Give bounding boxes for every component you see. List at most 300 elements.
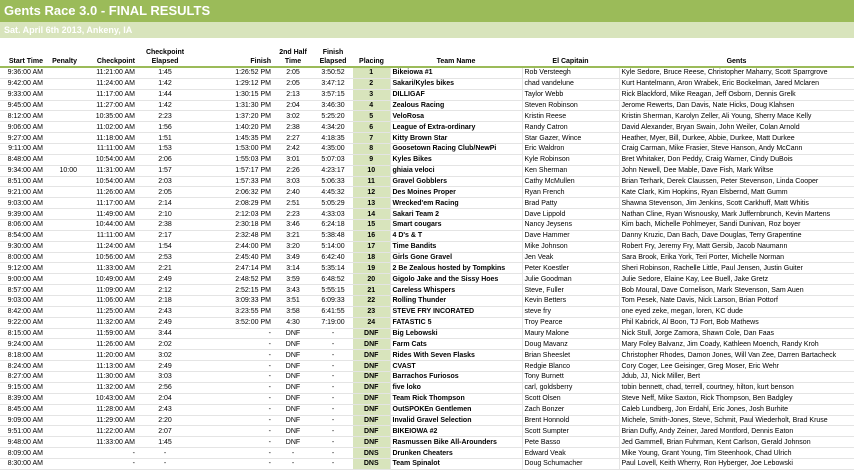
placing-cell: 8: [353, 144, 390, 155]
table-row: [0, 382, 854, 393]
second-half-time-cell: 3:21: [273, 230, 313, 241]
placing-cell: DNF: [353, 393, 390, 404]
placing-cell: 2: [353, 78, 390, 89]
finish-elapsed-cell: -: [313, 437, 353, 448]
team-name-cell: Rides With Seven Flasks: [390, 350, 522, 361]
checkpoint-elapsed-cell: 2:43: [137, 306, 193, 317]
checkpoint-elapsed-cell: 2:04: [137, 393, 193, 404]
gents-cell: Jerome Rewerts, Dan Davis, Nate Hicks, Doug Klahsen: [619, 100, 854, 111]
start-time-cell: 8:06:00 AM: [0, 220, 45, 231]
checkpoint-cell: 11:18:00 AM: [79, 133, 137, 144]
finish-cell: 1:37:20 PM: [193, 111, 273, 122]
gents-cell: Sara Brook, Erika York, Teri Porter, Michelle Norman: [619, 252, 854, 263]
el-capitain-cell: Tony Burnett: [522, 372, 619, 383]
finish-elapsed-cell: -: [313, 458, 353, 469]
penalty-cell: [45, 176, 79, 187]
table-row: [0, 328, 854, 339]
checkpoint-elapsed-cell: 1:44: [137, 89, 193, 100]
col-header: Placing: [353, 38, 390, 67]
table-row: [0, 67, 854, 78]
finish-cell: 1:53:00 PM: [193, 144, 273, 155]
el-capitain-cell: Mike Johnson: [522, 241, 619, 252]
gents-cell: tobin bennett, chad, terrell, courtney, hilton, kurt benson: [619, 382, 854, 393]
el-capitain-cell: Dave Hammer: [522, 230, 619, 241]
start-time-cell: 9:27:00 AM: [0, 133, 45, 144]
checkpoint-elapsed-cell: 2:56: [137, 382, 193, 393]
finish-elapsed-cell: -: [313, 339, 353, 350]
placing-cell: 13: [353, 198, 390, 209]
second-half-time-cell: 3:01: [273, 154, 313, 165]
el-capitain-cell: Cathy McMullen: [522, 176, 619, 187]
checkpoint-cell: 10:35:00 AM: [79, 111, 137, 122]
second-half-time-cell: 2:42: [273, 144, 313, 155]
penalty-cell: [45, 393, 79, 404]
placing-cell: DNF: [353, 437, 390, 448]
start-time-cell: 9:51:00 AM: [0, 426, 45, 437]
start-time-cell: 9:03:00 AM: [0, 198, 45, 209]
placing-cell: 6: [353, 122, 390, 133]
placing-cell: 24: [353, 317, 390, 328]
penalty-cell: [45, 198, 79, 209]
second-half-time-cell: -: [273, 458, 313, 469]
team-name-cell: five loko: [390, 382, 522, 393]
second-half-time-cell: 3:02: [273, 111, 313, 122]
second-half-time-cell: DNF: [273, 361, 313, 372]
penalty-cell: [45, 361, 79, 372]
col-header: Team Name: [390, 38, 522, 67]
finish-cell: 3:52:00 PM: [193, 317, 273, 328]
gents-cell: Nathan Cline, Ryan Wisnousky, Mark Juffernbrunch, Kevin Martens: [619, 209, 854, 220]
el-capitain-cell: Nancy Jeysens: [522, 220, 619, 231]
start-time-cell: 9:39:00 AM: [0, 209, 45, 220]
start-time-cell: 9:11:00 AM: [0, 144, 45, 155]
checkpoint-cell: 11:21:00 AM: [79, 67, 137, 78]
checkpoint-elapsed-cell: 2:18: [137, 296, 193, 307]
finish-cell: -: [193, 361, 273, 372]
checkpoint-cell: 11:29:00 AM: [79, 415, 137, 426]
gents-cell: Heather, Myer, Bill, Durkee, Abbie, Durkee, Matt Durkee: [619, 133, 854, 144]
start-time-cell: 9:36:00 AM: [0, 67, 45, 78]
finish-elapsed-cell: 5:14:00: [313, 241, 353, 252]
checkpoint-elapsed-cell: 1:56: [137, 122, 193, 133]
start-time-cell: 9:22:00 AM: [0, 317, 45, 328]
finish-cell: -: [193, 448, 273, 459]
team-name-cell: Team Spinalot: [390, 458, 522, 469]
finish-cell: 2:30:18 PM: [193, 220, 273, 231]
finish-elapsed-cell: 6:42:40: [313, 252, 353, 263]
gents-cell: Kyle Sedore, Bruce Reese, Christopher Maharry, Scott Sparrgrove: [619, 67, 854, 78]
start-time-cell: 8:24:00 AM: [0, 361, 45, 372]
placing-cell: DNS: [353, 448, 390, 459]
penalty-cell: [45, 230, 79, 241]
penalty-cell: [45, 285, 79, 296]
finish-elapsed-cell: 4:23:17: [313, 165, 353, 176]
gents-cell: Michele, Smith-Jones, Steve, Schmit, Paul Wiederholt, Brad Kruse: [619, 415, 854, 426]
placing-cell: DNF: [353, 328, 390, 339]
penalty-cell: [45, 306, 79, 317]
gents-cell: Phil Kabrick, Al Boon, TJ Fort, Bob Mathews: [619, 317, 854, 328]
checkpoint-elapsed-cell: 3:03: [137, 372, 193, 383]
penalty-cell: [45, 296, 79, 307]
finish-cell: 1:31:30 PM: [193, 100, 273, 111]
placing-cell: 5: [353, 111, 390, 122]
table-row: [0, 350, 854, 361]
finish-elapsed-cell: 6:41:55: [313, 306, 353, 317]
finish-cell: 1:30:15 PM: [193, 89, 273, 100]
finish-cell: -: [193, 328, 273, 339]
finish-cell: -: [193, 372, 273, 383]
el-capitain-cell: Kevin Betters: [522, 296, 619, 307]
finish-elapsed-cell: 7:19:00: [313, 317, 353, 328]
checkpoint-cell: 11:27:00 AM: [79, 100, 137, 111]
checkpoint-cell: 11:31:00 AM: [79, 165, 137, 176]
placing-cell: DNF: [353, 404, 390, 415]
placing-cell: DNF: [353, 361, 390, 372]
team-name-cell: ghiaia veloci: [390, 165, 522, 176]
second-half-time-cell: DNF: [273, 350, 313, 361]
start-time-cell: 8:00:00 AM: [0, 252, 45, 263]
col-header: Gents: [619, 38, 854, 67]
start-time-cell: 9:06:00 AM: [0, 122, 45, 133]
penalty-cell: [45, 220, 79, 231]
team-name-cell: Rasmussen Bike All-Arounders: [390, 437, 522, 448]
finish-cell: 2:45:40 PM: [193, 252, 273, 263]
finish-elapsed-cell: 5:06:33: [313, 176, 353, 187]
checkpoint-elapsed-cell: 2:21: [137, 263, 193, 274]
placing-cell: 17: [353, 241, 390, 252]
gents-cell: Nick Stull, Jorge Zamora, Shawn Cole, Dan Faas: [619, 328, 854, 339]
placing-cell: DNF: [353, 382, 390, 393]
finish-elapsed-cell: 6:09:33: [313, 296, 353, 307]
el-capitain-cell: Doug Schumacher: [522, 458, 619, 469]
penalty-cell: [45, 263, 79, 274]
el-capitain-cell: Julie Goodman: [522, 274, 619, 285]
finish-elapsed-cell: 4:33:03: [313, 209, 353, 220]
finish-elapsed-cell: -: [313, 361, 353, 372]
gents-cell: Julie Sedore, Elaine Kay, Lee Buell, Jake Gretz: [619, 274, 854, 285]
placing-cell: 4: [353, 100, 390, 111]
start-time-cell: 9:12:00 AM: [0, 263, 45, 274]
table-row: [0, 437, 854, 448]
team-name-cell: 4 D's & T: [390, 230, 522, 241]
table-row: [0, 372, 854, 383]
el-capitain-cell: Zach Bonzer: [522, 404, 619, 415]
team-name-cell: League of Extra-ordinary: [390, 122, 522, 133]
gents-cell: Craig Carman, Mike Frasier, Steve Hanson, Andy McCann: [619, 144, 854, 155]
start-time-cell: 8:54:00 AM: [0, 230, 45, 241]
team-name-cell: CVAST: [390, 361, 522, 372]
el-capitain-cell: Steve, Fuller: [522, 285, 619, 296]
table-row: [0, 393, 854, 404]
gents-cell: Jed Gammell, Brian Fuhrman, Kent Carlson, Gerald Johnson: [619, 437, 854, 448]
table-row: [0, 263, 854, 274]
finish-elapsed-cell: 5:35:14: [313, 263, 353, 274]
el-capitain-cell: Peter Koestler: [522, 263, 619, 274]
finish-cell: -: [193, 415, 273, 426]
placing-cell: 18: [353, 252, 390, 263]
checkpoint-cell: 11:30:00 AM: [79, 372, 137, 383]
gents-cell: Kristin Sherman, Karolyn Zeller, Ali Young, Sherry Mace Kelly: [619, 111, 854, 122]
finish-cell: -: [193, 393, 273, 404]
team-name-cell: Barrachos Furiosos: [390, 372, 522, 383]
table-row: [0, 133, 854, 144]
table-row: [0, 154, 854, 165]
el-capitain-cell: Eric Waldron: [522, 144, 619, 155]
second-half-time-cell: 2:13: [273, 89, 313, 100]
placing-cell: 14: [353, 209, 390, 220]
checkpoint-cell: 11:32:00 AM: [79, 382, 137, 393]
finish-elapsed-cell: 3:47:12: [313, 78, 353, 89]
second-half-time-cell: 2:05: [273, 78, 313, 89]
penalty-cell: [45, 458, 79, 469]
el-capitain-cell: Dave Lippold: [522, 209, 619, 220]
checkpoint-elapsed-cell: 2:43: [137, 404, 193, 415]
checkpoint-cell: 11:24:00 AM: [79, 78, 137, 89]
start-time-cell: 8:15:00 AM: [0, 328, 45, 339]
el-capitain-cell: Steven Robinson: [522, 100, 619, 111]
second-half-time-cell: 2:04: [273, 100, 313, 111]
team-name-cell: VeloRosa: [390, 111, 522, 122]
checkpoint-cell: 11:13:00 AM: [79, 361, 137, 372]
penalty-cell: [45, 252, 79, 263]
checkpoint-cell: 10:43:00 AM: [79, 393, 137, 404]
gents-cell: Shawna Stevenson, Jim Jenkins, Scott Carkhuff, Matt Whitis: [619, 198, 854, 209]
checkpoint-elapsed-cell: 1:57: [137, 165, 193, 176]
gents-cell: John Newell, Dee Mable, Dave Fish, Mark Wiltse: [619, 165, 854, 176]
checkpoint-elapsed-cell: 2:17: [137, 230, 193, 241]
finish-cell: 1:45:35 PM: [193, 133, 273, 144]
finish-elapsed-cell: -: [313, 426, 353, 437]
second-half-time-cell: DNF: [273, 426, 313, 437]
gents-cell: Rick Blackford, Mike Reagan, Jeff Osborn, Dennis Grelk: [619, 89, 854, 100]
team-name-cell: OutSPOKEn Gentlemen: [390, 404, 522, 415]
start-time-cell: 9:30:00 AM: [0, 241, 45, 252]
penalty-cell: [45, 187, 79, 198]
placing-cell: 7: [353, 133, 390, 144]
finish-elapsed-cell: 5:05:29: [313, 198, 353, 209]
finish-cell: 2:44:00 PM: [193, 241, 273, 252]
gents-cell: Brian Terhark, Derek Claussen, Peter Stevenson, Linda Cooper: [619, 176, 854, 187]
team-name-cell: Smart cougars: [390, 220, 522, 231]
finish-elapsed-cell: 6:48:52: [313, 274, 353, 285]
placing-cell: 10: [353, 165, 390, 176]
finish-elapsed-cell: 5:55:15: [313, 285, 353, 296]
second-half-time-cell: 3:49: [273, 252, 313, 263]
second-half-time-cell: -: [273, 448, 313, 459]
second-half-time-cell: 3:43: [273, 285, 313, 296]
checkpoint-cell: 11:22:00 AM: [79, 426, 137, 437]
finish-cell: 1:55:03 PM: [193, 154, 273, 165]
checkpoint-cell: 11:09:00 AM: [79, 285, 137, 296]
gents-cell: Steve Neff, Mike Saxton, Rick Thompson, Ben Badgley: [619, 393, 854, 404]
team-name-cell: Sakari Team 2: [390, 209, 522, 220]
second-half-time-cell: 2:26: [273, 165, 313, 176]
team-name-cell: DILLIGAF: [390, 89, 522, 100]
start-time-cell: 8:12:00 AM: [0, 111, 45, 122]
second-half-time-cell: 2:51: [273, 198, 313, 209]
checkpoint-cell: 10:44:00 AM: [79, 220, 137, 231]
penalty-cell: [45, 89, 79, 100]
gents-cell: Mike Young, Grant Young, Tim Steenhook, Chad Ulrich: [619, 448, 854, 459]
team-name-cell: 2 Be Zealous hosted by Tompkins: [390, 263, 522, 274]
second-half-time-cell: 3:20: [273, 241, 313, 252]
penalty-cell: [45, 144, 79, 155]
second-half-time-cell: 2:27: [273, 133, 313, 144]
finish-cell: 2:52:15 PM: [193, 285, 273, 296]
checkpoint-cell: 11:26:00 AM: [79, 339, 137, 350]
table-row: [0, 241, 854, 252]
finish-elapsed-cell: 3:50:52: [313, 67, 353, 78]
checkpoint-cell: 11:32:00 AM: [79, 317, 137, 328]
checkpoint-cell: 11:26:00 AM: [79, 187, 137, 198]
team-name-cell: Drunken Cheaters: [390, 448, 522, 459]
table-row: [0, 209, 854, 220]
el-capitain-cell: Ken Sherman: [522, 165, 619, 176]
finish-cell: 1:26:52 PM: [193, 67, 273, 78]
team-name-cell: Des Moines Proper: [390, 187, 522, 198]
finish-cell: 3:09:33 PM: [193, 296, 273, 307]
checkpoint-elapsed-cell: 1:42: [137, 100, 193, 111]
start-time-cell: 9:48:00 AM: [0, 437, 45, 448]
start-time-cell: 9:15:00 AM: [0, 382, 45, 393]
placing-cell: 16: [353, 230, 390, 241]
penalty-cell: [45, 437, 79, 448]
table-row: [0, 306, 854, 317]
placing-cell: 3: [353, 89, 390, 100]
finish-elapsed-cell: -: [313, 393, 353, 404]
start-time-cell: 8:18:00 AM: [0, 350, 45, 361]
gents-cell: Danny Kruzic, Dan Bach, Dave Douglas, Terry Grapentine: [619, 230, 854, 241]
start-time-cell: 9:45:00 AM: [0, 100, 45, 111]
team-name-cell: Zealous Racing: [390, 100, 522, 111]
team-name-cell: Team Rick Thompson: [390, 393, 522, 404]
gents-cell: Brian Duffy, Andy Zeiner, Jared Montford, Dennis Eaton: [619, 426, 854, 437]
checkpoint-elapsed-cell: 1:42: [137, 78, 193, 89]
placing-cell: 20: [353, 274, 390, 285]
col-header: 2nd Half Time: [273, 38, 313, 67]
el-capitain-cell: Scott Olsen: [522, 393, 619, 404]
second-half-time-cell: 4:30: [273, 317, 313, 328]
penalty-cell: [45, 154, 79, 165]
table-row: [0, 165, 854, 176]
checkpoint-cell: 11:33:00 AM: [79, 437, 137, 448]
gents-cell: Tom Pesek, Nate Davis, Nick Larson, Brian Pottorf: [619, 296, 854, 307]
el-capitain-cell: Randy Catron: [522, 122, 619, 133]
finish-cell: 1:57:17 PM: [193, 165, 273, 176]
checkpoint-elapsed-cell: 2:10: [137, 209, 193, 220]
second-half-time-cell: 2:40: [273, 187, 313, 198]
finish-elapsed-cell: -: [313, 404, 353, 415]
checkpoint-elapsed-cell: 1:54: [137, 241, 193, 252]
team-name-cell: Wrecked'em Racing: [390, 198, 522, 209]
team-name-cell: Girls Gone Gravel: [390, 252, 522, 263]
checkpoint-cell: 11:06:00 AM: [79, 296, 137, 307]
finish-elapsed-cell: -: [313, 328, 353, 339]
second-half-time-cell: 3:58: [273, 306, 313, 317]
col-header: Penalty: [45, 38, 79, 67]
checkpoint-cell: 10:49:00 AM: [79, 274, 137, 285]
checkpoint-elapsed-cell: 2:49: [137, 274, 193, 285]
second-half-time-cell: DNF: [273, 339, 313, 350]
team-name-cell: Time Bandits: [390, 241, 522, 252]
placing-cell: 15: [353, 220, 390, 231]
second-half-time-cell: 3:51: [273, 296, 313, 307]
gents-cell: Bret Whitaker, Don Peddy, Craig Warner, Cindy DuBois: [619, 154, 854, 165]
el-capitain-cell: chad vandelune: [522, 78, 619, 89]
gents-cell: Sheri Robinson, Rachelle Little, Paul Jensen, Justin Guiter: [619, 263, 854, 274]
table-row: [0, 144, 854, 155]
penalty-cell: [45, 100, 79, 111]
finish-cell: 2:12:03 PM: [193, 209, 273, 220]
results-table: [0, 38, 854, 470]
table-row: [0, 78, 854, 89]
checkpoint-cell: -: [79, 448, 137, 459]
finish-cell: -: [193, 426, 273, 437]
table-row: [0, 252, 854, 263]
col-header: Checkpoint Elapsed: [137, 38, 193, 67]
second-half-time-cell: DNF: [273, 372, 313, 383]
table-row: [0, 285, 854, 296]
checkpoint-elapsed-cell: 2:07: [137, 426, 193, 437]
page-title: Gents Race 3.0 - FINAL RESULTS: [0, 0, 854, 22]
gents-cell: Caleb Lundberg, Jon Erdahl, Eric Jones, Josh Burhite: [619, 404, 854, 415]
start-time-cell: 9:00:00 AM: [0, 274, 45, 285]
checkpoint-cell: 11:24:00 AM: [79, 241, 137, 252]
start-time-cell: 8:30:00 AM: [0, 458, 45, 469]
team-name-cell: FATASTIC 5: [390, 317, 522, 328]
checkpoint-elapsed-cell: 1:53: [137, 144, 193, 155]
finish-elapsed-cell: -: [313, 350, 353, 361]
el-capitain-cell: Edward Veak: [522, 448, 619, 459]
checkpoint-cell: 11:11:00 AM: [79, 144, 137, 155]
table-row: [0, 111, 854, 122]
finish-cell: 2:32:48 PM: [193, 230, 273, 241]
team-name-cell: Gravel Gobblers: [390, 176, 522, 187]
el-capitain-cell: Brent Honnold: [522, 415, 619, 426]
team-name-cell: Rolling Thunder: [390, 296, 522, 307]
finish-cell: 2:48:52 PM: [193, 274, 273, 285]
second-half-time-cell: DNF: [273, 404, 313, 415]
el-capitain-cell: Ryan French: [522, 187, 619, 198]
second-half-time-cell: 3:14: [273, 263, 313, 274]
checkpoint-cell: 10:54:00 AM: [79, 176, 137, 187]
gents-cell: Paul Lovell, Keith Wherry, Ron Hyberger, Joe Lebowski: [619, 458, 854, 469]
col-header: Start Time: [0, 38, 45, 67]
el-capitain-cell: carl, goldsberry: [522, 382, 619, 393]
penalty-cell: [45, 241, 79, 252]
finish-cell: 3:23:55 PM: [193, 306, 273, 317]
start-time-cell: 8:42:00 AM: [0, 306, 45, 317]
placing-cell: DNF: [353, 350, 390, 361]
penalty-cell: [45, 328, 79, 339]
table-row: [0, 89, 854, 100]
finish-cell: -: [193, 339, 273, 350]
second-half-time-cell: 3:46: [273, 220, 313, 231]
el-capitain-cell: Taylor Webb: [522, 89, 619, 100]
start-time-cell: 8:48:00 AM: [0, 154, 45, 165]
checkpoint-cell: 11:11:00 AM: [79, 230, 137, 241]
table-row: [0, 426, 854, 437]
start-time-cell: 8:57:00 AM: [0, 285, 45, 296]
start-time-cell: 8:09:00 AM: [0, 448, 45, 459]
finish-elapsed-cell: 6:24:18: [313, 220, 353, 231]
table-row: [0, 317, 854, 328]
table-row: [0, 274, 854, 285]
el-capitain-cell: Rob Versteegh: [522, 67, 619, 78]
team-name-cell: Kitty Brown Star: [390, 133, 522, 144]
penalty-cell: [45, 415, 79, 426]
team-name-cell: Goosetown Racing Club/NewPi: [390, 144, 522, 155]
